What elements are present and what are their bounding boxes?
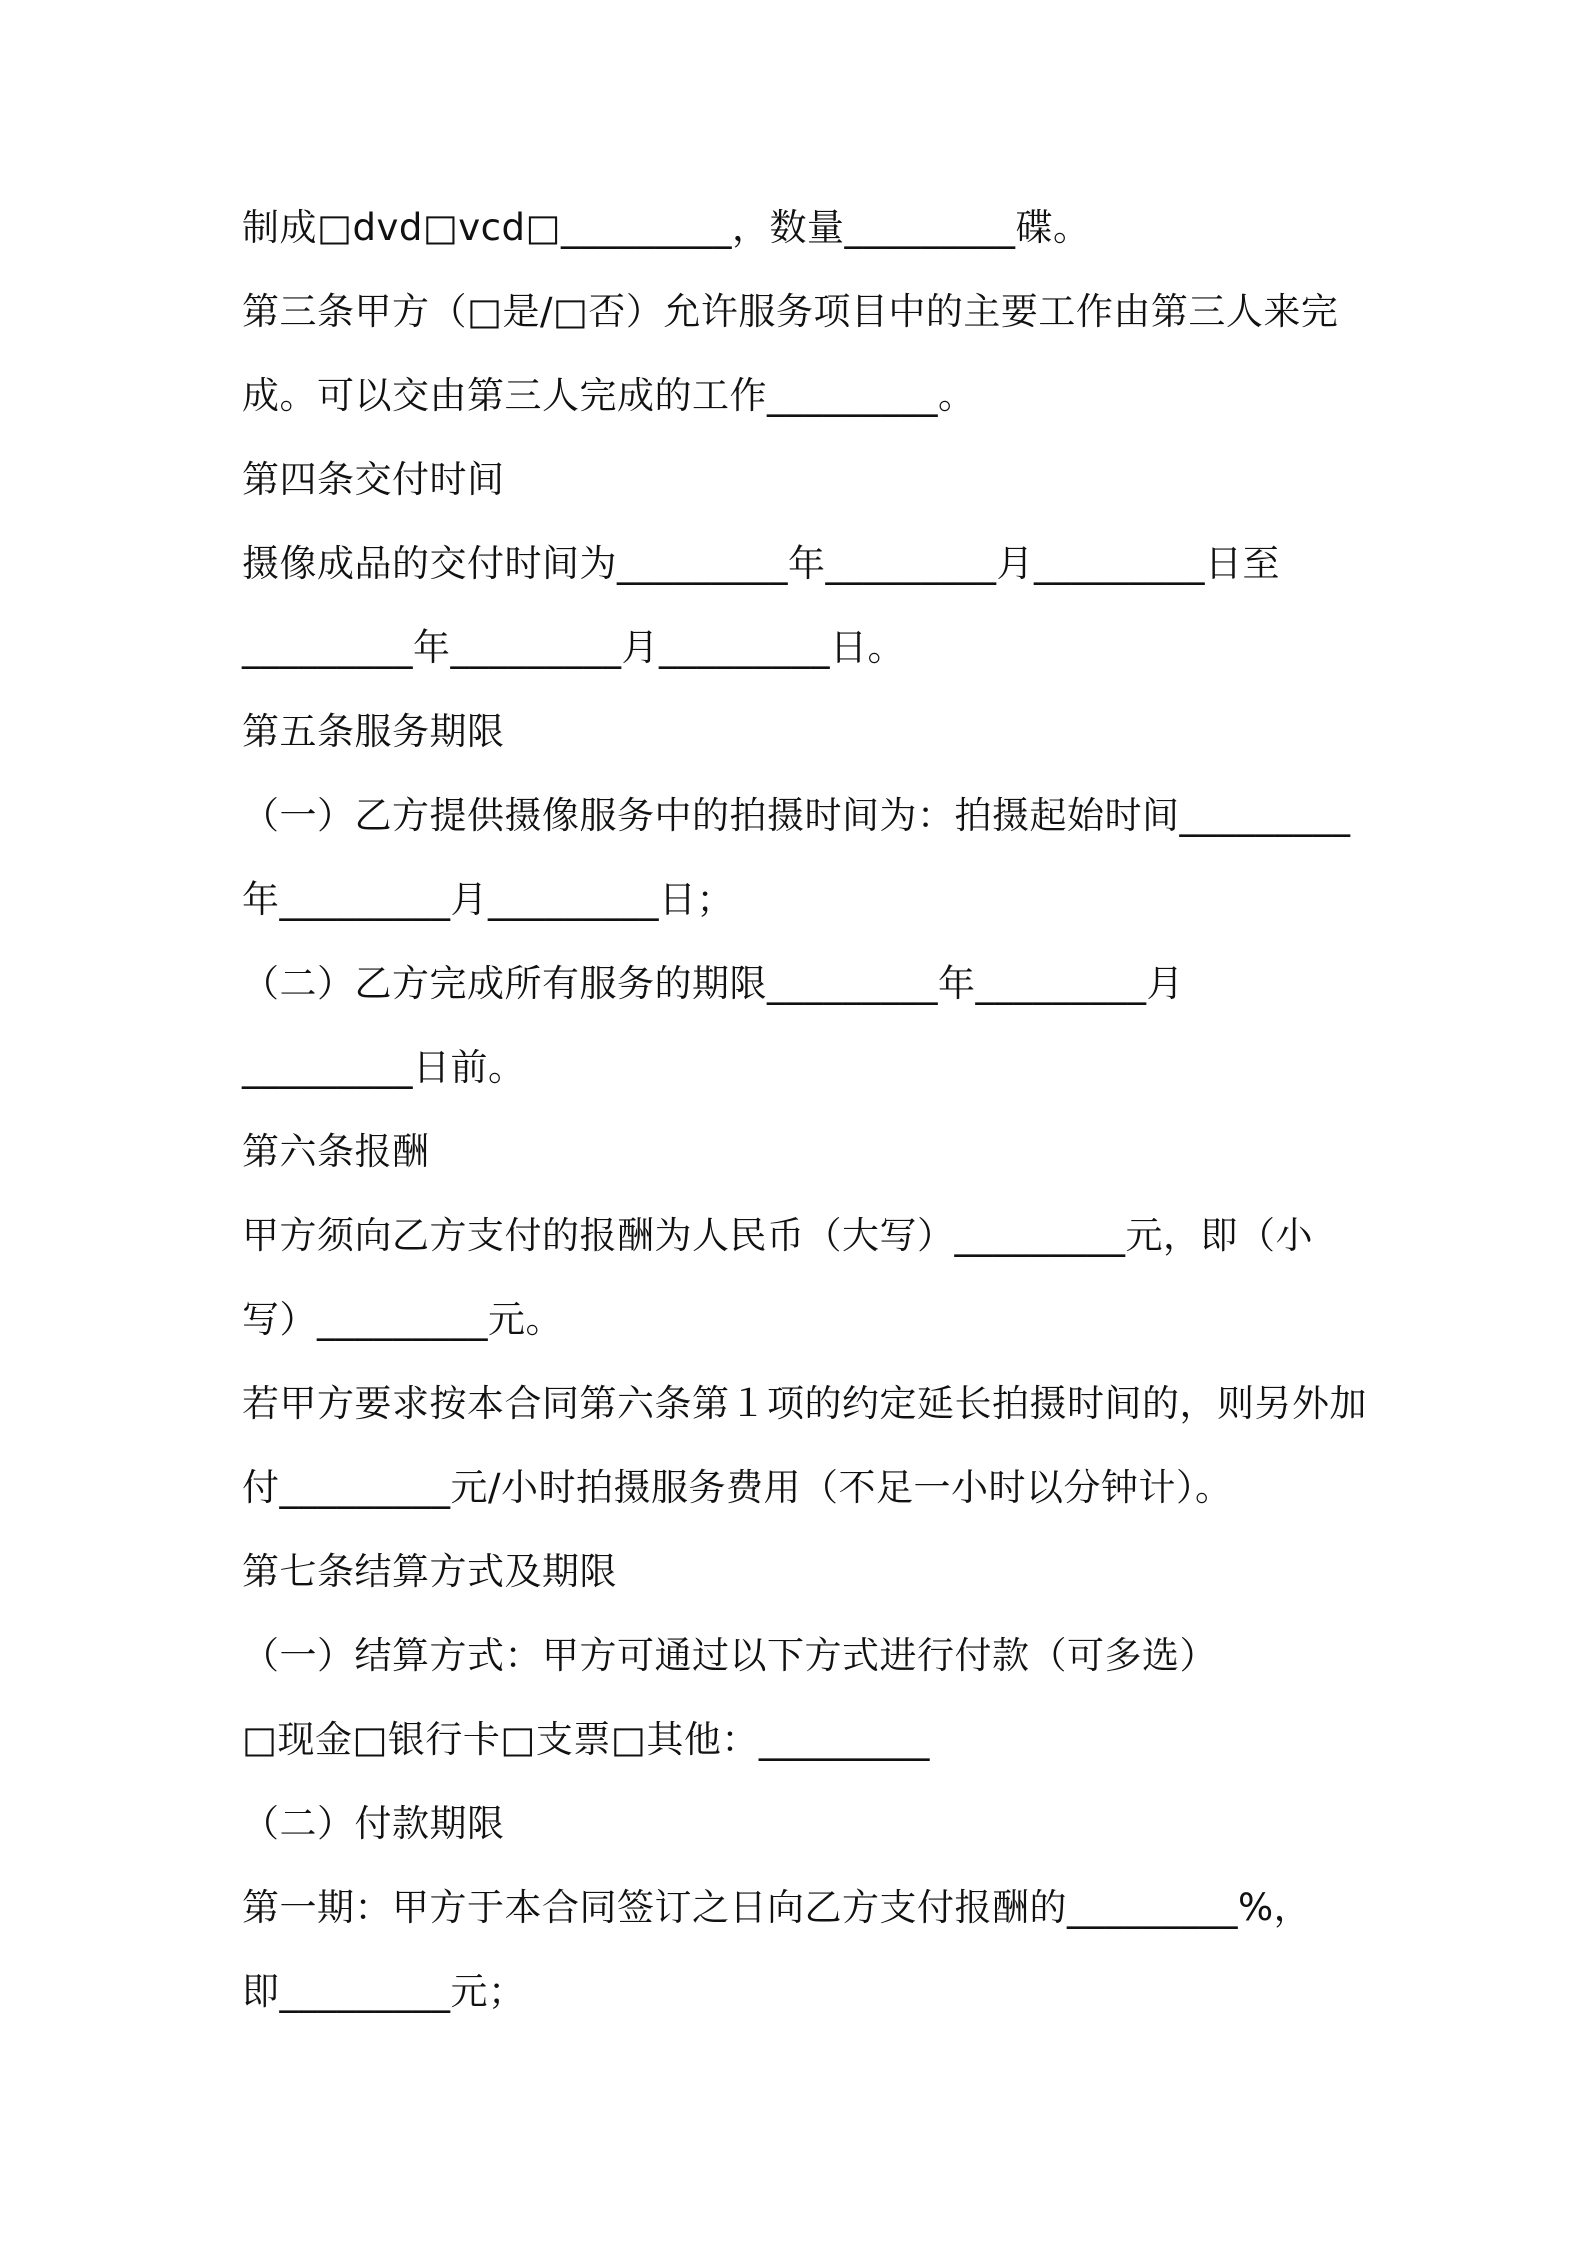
payment-method-options: □现金□银行卡□支票□其他：_________ bbox=[242, 1718, 930, 1761]
service-deadline-line: （二）乙方完成所有服务的期限_________年_________月 bbox=[242, 962, 1184, 1005]
contract-body bbox=[242, 186, 1442, 2034]
article-3-line: 第三条甲方（□是/□否）允许服务项目中的主要工作由第三人来完 bbox=[242, 290, 1339, 333]
article-4-heading: 第四条交付时间 bbox=[242, 458, 505, 501]
article-7-heading: 第七条结算方式及期限 bbox=[242, 1550, 617, 1593]
service-deadline-continuation: _________日前。 bbox=[242, 1046, 526, 1089]
extension-fee-continuation: 付_________元/小时拍摄服务费用（不足一小时以分钟计）。 bbox=[242, 1466, 1233, 1509]
delivery-time-continuation: _________年_________月_________日。 bbox=[242, 626, 905, 669]
media-format-line: 制成□dvd□vcd□_________，数量_________碟。 bbox=[242, 206, 1091, 249]
payment-method-line: （一）结算方式：甲方可通过以下方式进行付款（可多选） bbox=[242, 1634, 1217, 1677]
article-5-heading: 第五条服务期限 bbox=[242, 710, 505, 753]
payment-period-heading: （二）付款期限 bbox=[242, 1802, 505, 1845]
remuneration-line: 甲方须向乙方支付的报酬为人民币（大写）_________元，即（小 bbox=[242, 1214, 1313, 1257]
shooting-time-continuation: 年_________月_________日； bbox=[242, 878, 734, 921]
article-6-heading: 第六条报酬 bbox=[242, 1130, 430, 1173]
extension-fee-line: 若甲方要求按本合同第六条第１项的约定延长拍摄时间的，则另外加 bbox=[242, 1382, 1367, 1425]
first-installment-line: 第一期：甲方于本合同签订之日向乙方支付报酬的_________%， bbox=[242, 1886, 1312, 1929]
first-installment-continuation: 即_________元； bbox=[242, 1970, 526, 2013]
delivery-time-line: 摄像成品的交付时间为_________年_________月_________日至 bbox=[242, 542, 1280, 585]
article-3-continuation: 成。可以交由第三人完成的工作_________。 bbox=[242, 374, 976, 417]
remuneration-continuation: 写）_________元。 bbox=[242, 1298, 563, 1341]
shooting-time-line: （一）乙方提供摄像服务中的拍摄时间为：拍摄起始时间_________ bbox=[242, 794, 1351, 837]
